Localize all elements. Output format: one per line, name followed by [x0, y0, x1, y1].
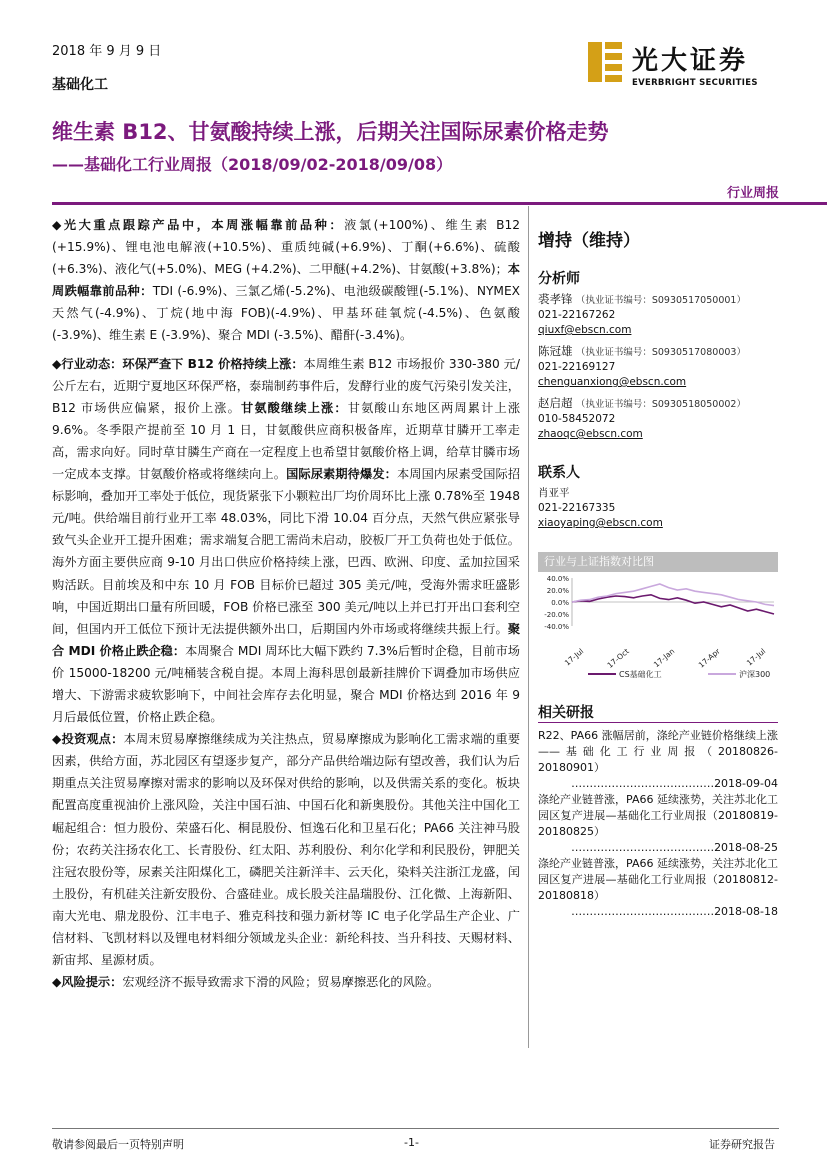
page-number: -1- [404, 1136, 419, 1149]
analyst-email[interactable]: zhaoqc@ebscn.com [538, 428, 643, 440]
contact-person [538, 486, 778, 531]
contact-heading: 联系人 [538, 465, 580, 481]
paragraph-industry-news [52, 353, 520, 729]
analyst-phone: 021-22169127 [538, 361, 616, 373]
report-subtitle: ——基础化工行业周报（2018/09/02-2018/09/08） [52, 155, 453, 174]
analysts-heading: 分析师 [538, 271, 580, 287]
heading-investment: ◆投资观点： [52, 732, 124, 747]
heading-falling: 本周跌幅靠前品种： [52, 262, 520, 299]
related-report-1-date: …………………………………2018-09-04 [571, 777, 778, 790]
contact-email[interactable]: xiaoyaping@ebscn.com [538, 517, 663, 529]
related-report-1[interactable]: R22、PA66 涨幅居前，涤纶产业链价格继续上涨——基础化工行业周报（20180826-20180901） [538, 729, 778, 774]
main-text-column [52, 214, 520, 993]
analyst-name: 赵启超 [538, 396, 573, 410]
series-line-1 [572, 595, 774, 614]
text-investment: 本周末贸易摩擦继续成为关注热点，贸易摩擦成为影响化工需求端的重要因素，供给方面，苏北园区有望逐步复产，部分产品供给端边际有望改善，我们认为后期重点关注贸易摩擦对需求的影响以及环保对供给的影响，以及供需关系的变化。板块配置高度重视油价上涨风险，关注中国石油、中国石化和新奥股份。其他关注中国化工崛起组合：恒力股份、荣盛石化、桐昆股份、恒逸石化和卫星石化；PA66 关注神马股份；农药关注扬农化工、长青股份、红太阳、苏利股份、利尔化学和利民股份，钾肥关注冠农股份等，尿素关注阳煤化工，磷肥关注新洋丰、云天化，染料关注浙江龙盛，闰土股份，有机硅关注新安股份、合盛硅业。成长股关注晶瑞股份、江化微、上海新阳、南大光电、鼎龙股份、江丰电子、雅克科技和强力新材等 IC 电子化学品生产企业、广信材料、飞凯材料以及锂电材料细分领域龙头企业：新纶科技、当升科技、天赐材料、新宙邦、星源材质。 [52, 732, 521, 968]
footer-report-label: 证券研究报告 [709, 1138, 775, 1151]
text-rising: 液氯(+100%)、维生素 B12 (+15.9%)、锂电池电解液(+10.5%)、重质纯碱(+6.9%)、丁酮(+6.6%)、硫酸 (+6.3%)、液化气(+5.0%)、MEG (+4.2%)、二甲醚(+4.2%)、甘氨酸(+3.8%)； [52, 218, 521, 277]
heading-risk: ◆风险提示： [52, 975, 123, 990]
y-tick-label: 0.0% [551, 599, 569, 607]
y-tick-label: -40.0% [544, 623, 569, 631]
text-urea: 本周国内尿素受国际招标影响，叠加开工率处于低位，现货紧张下小颗粒出厂均价周环比上涨 0.78%至 1948 元/吨。供给端目前行业开工率 48.03%，同比下滑 10.04 百分点，天然气供应紧张导致气头企业开工提升困难；需求端复合肥工需尚未启动，胶板厂开工负荷也处于低位。海外方面主要供应商 9-10 月出口供应价格持续上涨，巴西、欧洲、印度、孟加拉国采购活跃。目前埃及和中东 10 月 FOB 目标价已超过 305 美元/吨，受海外需求旺盛影响，中国近期出口量有所回暖，FOB 价格已涨至 300 美元/吨以上并已打开出口套利空间，但国内开工低位下预计无法提供额外出口，后期国内外市场或将继续共振上行。 [52, 467, 521, 636]
heading-glycine: 甘氨酸继续上涨： [241, 400, 348, 415]
rating: 增持（维持） [538, 231, 640, 251]
comparison-chart [538, 574, 778, 684]
x-tick-label: 17-Jul [744, 646, 768, 668]
analyst-phone: 021-22167262 [538, 309, 616, 321]
sector-label: 基础化工 [52, 77, 108, 93]
legend-label-1: CS基础化工 [619, 670, 662, 679]
analyst-cert: （执业证书编号：S0930517080003） [575, 347, 746, 358]
heading-b12: ◆行业动态：环保严查下 B12 价格持续上涨： [52, 356, 304, 371]
analyst-email[interactable]: chenguanxiong@ebscn.com [538, 376, 687, 388]
analyst-1 [538, 292, 778, 338]
text-mdi: 本周聚合 MDI 周环比大幅下跌约 7.3%后暂时企稳，目前市场价 15000-18200 元/吨桶装含税自提。本周上海科思创最新挂牌价下调叠加市场供应增大、下游需求疲软影响下，中间社会库存去化明显，聚合 MDI 价格达到 2016 年 9 月后最低位置，价格止跌企稳。 [52, 643, 520, 725]
related-report-2[interactable]: 涤纶产业链普涨，PA66 延续涨势，关注苏北化工园区复产进展—基础化工行业周报（20180819-20180825） [538, 793, 778, 838]
x-tick-label: 17-Apr [696, 646, 722, 670]
legend-label-2: 沪深300 [739, 670, 771, 679]
related-list [538, 728, 778, 920]
report-type-tag: 行业周报 [726, 186, 779, 201]
column-divider [528, 206, 529, 1048]
chart-title: 行业与上证指数对比图 [538, 552, 778, 572]
footer-disclaimer: 敬请参阅最后一页特别声明 [52, 1138, 184, 1151]
footer-divider [52, 1128, 779, 1129]
text-b12: 本周维生素 B12 市场报价 330-380 元/公斤左右，近期宁夏地区环保严格，泰瑞制药事件后，发酵行业的废气污染引发关注，B12 市场供应偏紧，报价上涨。 [52, 356, 520, 415]
related-report-3-date: …………………………………2018-08-18 [571, 905, 778, 918]
heading-urea: 国际尿素期待爆发： [286, 467, 397, 482]
text-falling: TDI (-6.9%)、三氯乙烯(-5.2%)、电池级碳酸锂(-5.1%)、NYMEX 天然气(-4.9%)、丁烷(地中海 FOB)(-4.9%)、甲基环硅氧烷(-4.5%)、色氨酸(-3.9%)、维生素 E (-3.9%)、聚合 MDI (-3.5%)、醋酐(-3.4%)。 [52, 284, 521, 343]
header-divider [52, 202, 827, 205]
text-risk: 宏观经济不振导致需求下滑的风险；贸易摩擦恶化的风险。 [122, 975, 440, 990]
y-tick-label: 20.0% [546, 587, 569, 595]
heading-rising: ◆光大重点跟踪产品中，本周涨幅靠前品种： [52, 218, 345, 232]
contact-name: 肖亚平 [538, 487, 570, 499]
heading-mdi: 聚合 MDI 价格止跌企稳： [52, 621, 520, 658]
analyst-email[interactable]: qiuxf@ebscn.com [538, 324, 632, 336]
analyst-2 [538, 344, 778, 390]
analyst-3 [538, 396, 778, 442]
contact-phone: 021-22167335 [538, 502, 616, 514]
y-tick-label: -20.0% [544, 611, 569, 619]
logo-mark-icon [588, 42, 622, 82]
related-heading: 相关研报 [538, 702, 778, 723]
analyst-cert: （执业证书编号：S0930517050001） [575, 295, 746, 306]
report-title: 维生素 B12、甘氨酸持续上涨，后期关注国际尿素价格走势 [52, 120, 609, 144]
x-tick-label: 17-Jan [651, 646, 677, 670]
paragraph-investment-view [52, 728, 520, 971]
related-report-3[interactable]: 涤纶产业链普涨，PA66 延续涨势，关注苏北化工园区复产进展—基础化工行业周报（20180812-20180818） [538, 857, 778, 902]
x-tick-label: 17-Oct [605, 646, 631, 670]
analyst-cert: （执业证书编号：S0930518050002） [575, 399, 746, 410]
analyst-name: 陈冠雄 [538, 344, 573, 358]
logo-text-cn: 光大证券 [632, 46, 749, 76]
paragraph-tracked-products [52, 214, 520, 347]
logo-text-en: EVERBRIGHT SECURITIES [632, 78, 758, 88]
related-report-2-date: …………………………………2018-08-25 [571, 841, 778, 854]
analyst-phone: 010-58452072 [538, 413, 616, 425]
text-glycine: 甘氨酸山东地区两周累计上涨 9.6%。冬季限产提前至 10 月 1 日，甘氨酸供应商积极备库，近期草甘膦开工率走高，需求向好。同时草甘膦生产商在一定程度上也希望甘氨酸价格上调，给草甘膦市场一定成本支撑。甘氨酸价格或将继续向上。 [52, 400, 521, 482]
analyst-name: 裘孝锋 [538, 292, 573, 306]
report-date: 2018 年 9 月 9 日 [52, 44, 162, 59]
company-logo [588, 42, 778, 98]
paragraph-risk [52, 971, 520, 993]
series-line-2 [572, 584, 774, 606]
x-tick-label: 17-Jul [562, 646, 586, 668]
y-tick-label: 40.0% [546, 575, 569, 583]
